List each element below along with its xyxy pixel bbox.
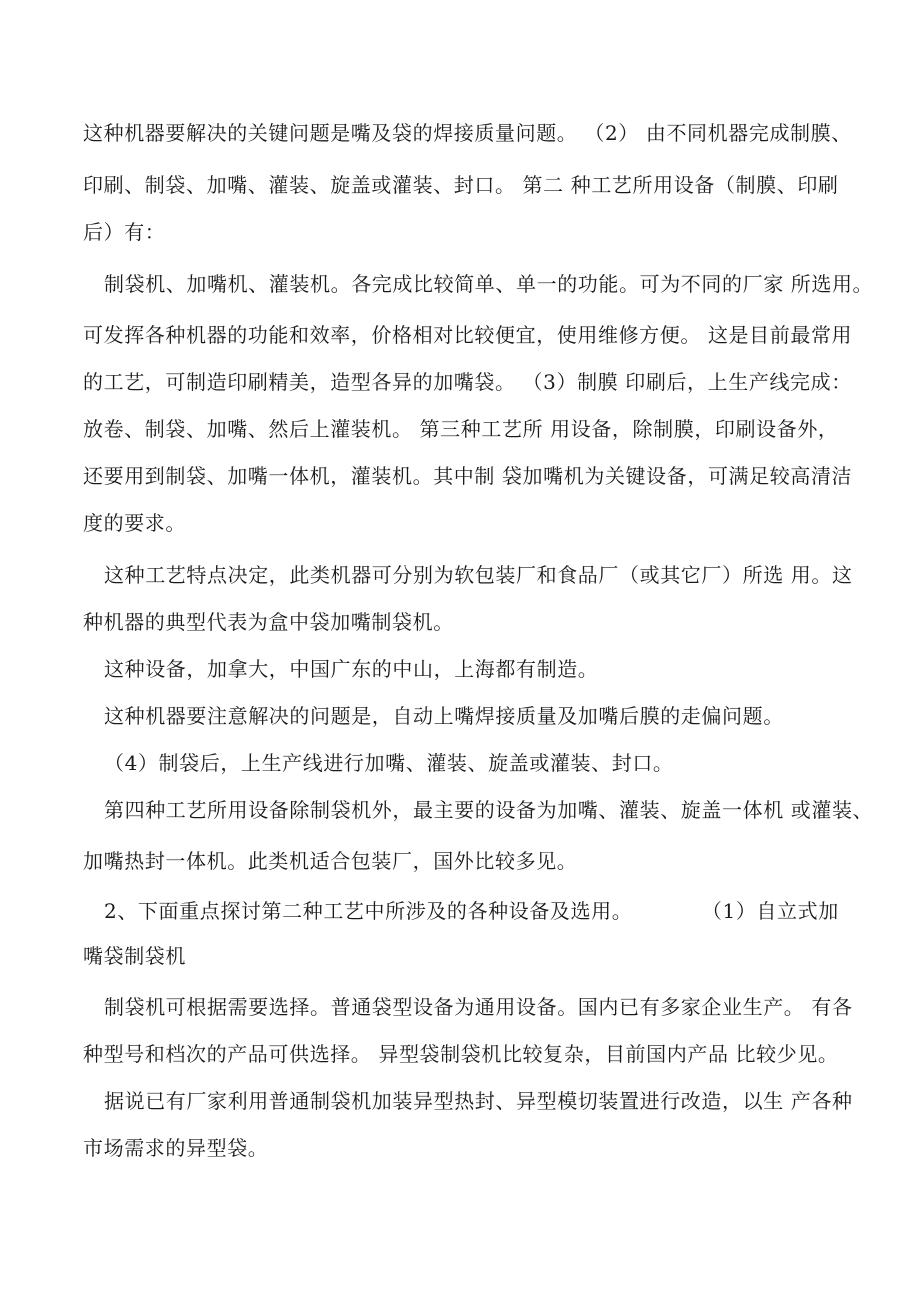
text-line: 制袋机可根据需要选择。普通袋型设备为通用设备。国内已有多家企业生产。 有各: [104, 995, 853, 1019]
text-line: 种机器的典型代表为盒中袋加嘴制袋机。: [83, 610, 454, 634]
text-line: 还要用到制袋、加嘴一体机，灌装机。其中制 袋加嘴机为关键设备，可满足较高清洁: [83, 464, 853, 488]
text-line: 印刷、制袋、加嘴、灌装、旋盖或灌装、封口。 第二 种工艺所用设备（制膜、印刷: [83, 173, 839, 197]
text-line: 放卷、制袋、加嘴、然后上灌装机。 第三种工艺所 用设备，除制膜，印刷设备外，: [83, 417, 839, 441]
text-line: 嘴袋制袋机: [83, 944, 186, 968]
text-line: 这种机器要解决的关键问题是嘴及袋的焊接质量问题。 （2） 由不同机器完成制膜、: [83, 121, 852, 145]
text-line: 这种工艺特点决定，此类机器可分别为软包装厂和食品厂（或其它厂）所选 用。这: [104, 563, 853, 587]
text-line: 市场需求的异型袋。: [83, 1136, 269, 1160]
text-line: 加嘴热封一体机。此类机适合包装厂，国外比较多见。: [83, 849, 578, 873]
text-line: 的工艺，可制造印刷精美，造型各异的加嘴袋。 （3）制膜 印刷后，上生产线完成：: [83, 370, 852, 394]
text-line: 种型号和档次的产品可供选择。 异型袋制袋机比较复杂，目前国内产品 比较少见。: [83, 1042, 839, 1066]
text-line: （4）制袋后，上生产线进行加嘴、灌装、旋盖或灌装、封口。: [104, 751, 674, 775]
text-line: 度的要求。: [83, 511, 186, 535]
text-line: 据说已有厂家利用普通制袋机加装异型热封、异型模切装置进行改造，以生 产各种: [104, 1089, 853, 1113]
text-line: 制袋机、加嘴机、灌装机。各完成比较简单、单一的功能。可为不同的厂家 所选用。: [104, 272, 874, 296]
text-line: 2、下面重点探讨第二种工艺中所涉及的各种设备及选用。 （1）自立式加: [104, 899, 839, 923]
text-line: 第四种工艺所用设备除制袋机外，最主要的设备为加嘴、灌装、旋盖一体机 或灌装、: [104, 798, 874, 822]
text-line: 后）有：: [83, 220, 166, 244]
text-line: 这种设备，加拿大，中国广东的中山，上海都有制造。: [104, 657, 599, 681]
text-line: 可发挥各种机器的功能和效率，价格相对比较便宜，使用维修方便。 这是目前最常用: [83, 323, 853, 347]
text-line: 这种机器要注意解决的问题是，自动上嘴焊接质量及加嘴后膜的走偏问题。: [104, 704, 784, 728]
